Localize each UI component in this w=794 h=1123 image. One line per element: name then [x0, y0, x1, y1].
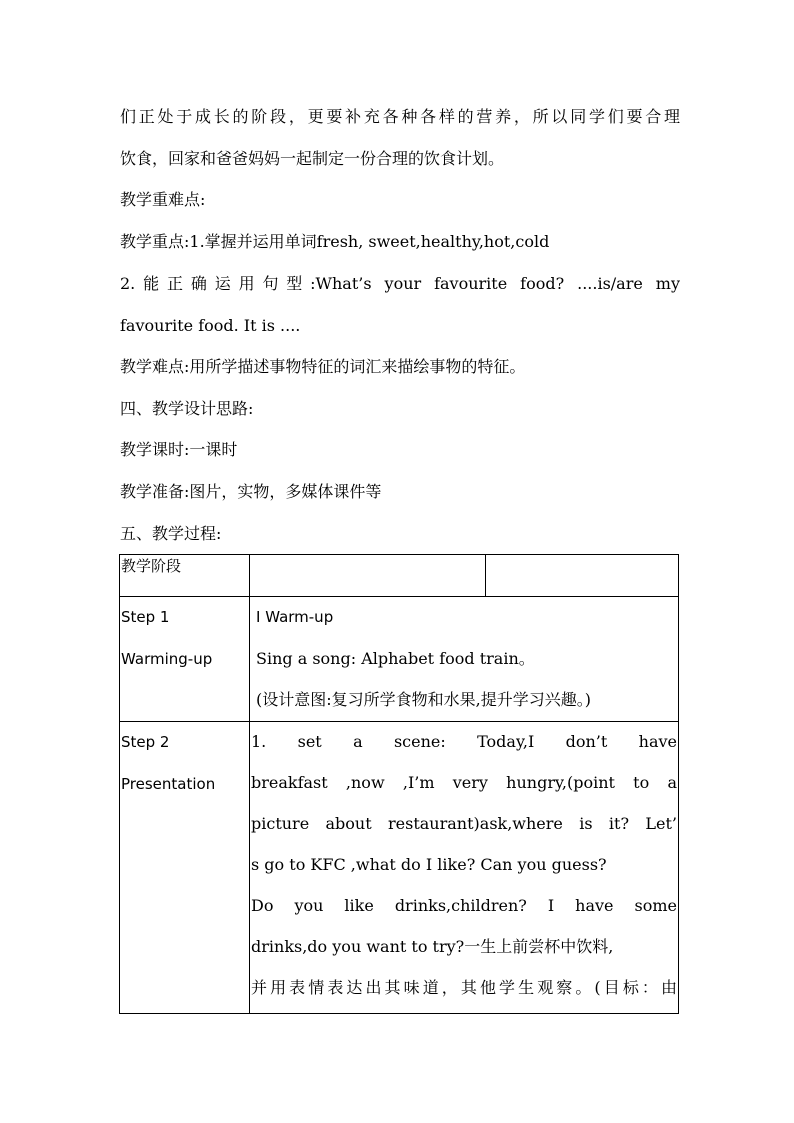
teaching-process-table — [119, 554, 679, 1014]
table-row-step1 — [120, 597, 679, 722]
paragraph-sentence-pattern: 2.能正确运用句型:What’s your favourite food? ....is/are my — [120, 274, 680, 293]
step1-label-cell — [120, 597, 250, 722]
table-header-row — [120, 555, 679, 597]
step2-content-cell — [250, 722, 679, 1014]
header-cell-3 — [486, 555, 679, 597]
step2-title: Step 2 — [121, 733, 170, 751]
step2-line-2: breakfast ,now ,I’m very hungry,(point to a — [251, 773, 677, 792]
paragraph-key-points: 教学重点:1.掌握并运用单词fresh, sweet,healthy,hot,cold — [120, 232, 550, 251]
step2-line-6: drinks,do you want to try?一生上前尝杯中饮料, — [251, 937, 614, 956]
step1-subtitle: Warming-up — [121, 650, 213, 668]
paragraph-difficulty: 教学难点:用所学描述事物特征的词汇来描绘事物的特征。 — [120, 357, 526, 376]
header-stage-cell — [120, 555, 250, 597]
paragraph-class-hours: 教学课时:一课时 — [120, 440, 238, 459]
step1-title: Step 1 — [121, 608, 170, 626]
step2-line-1: 1. set a scene: Today,I don’t have — [251, 732, 677, 751]
paragraph-preparation: 教学准备:图片，实物，多媒体课件等 — [120, 482, 382, 501]
heading-design-ideas: 四、教学设计思路: — [120, 399, 254, 418]
heading-key-difficulties: 教学重难点: — [120, 190, 206, 209]
paragraph-sentence-pattern-continued: favourite food. It is .... — [120, 316, 301, 335]
step2-line-5: Do you like drinks,children? I have some — [251, 896, 677, 915]
step1-line-2: Sing a song: Alphabet food train。 — [256, 649, 535, 668]
step2-line-3: picture about restaurant)ask,where is it? Let’ — [251, 814, 677, 833]
step2-label-cell — [120, 722, 250, 1014]
step2-subtitle: Presentation — [121, 775, 216, 793]
step2-line-4: s go to KFC ,what do I like? Can you guess? — [251, 855, 607, 874]
heading-teaching-process: 五、教学过程: — [120, 524, 222, 543]
step1-line-1: I Warm-up — [256, 608, 334, 626]
step1-content-cell — [250, 597, 679, 722]
header-stage-label: 教学阶段 — [121, 557, 182, 575]
step2-line-7: 并用表情表达出其味道，其他学生观察。(目标：由 — [251, 978, 677, 997]
paragraph-diet-plan: 饮食，回家和爸爸妈妈一起制定一份合理的饮食计划。 — [120, 149, 505, 168]
step1-line-3: (设计意图:复习所学食物和水果,提升学习兴趣。) — [256, 690, 591, 709]
header-cell-2 — [250, 555, 486, 597]
table-row-step2 — [120, 722, 679, 1014]
paragraph-nutrition-continued: 们正处于成长的阶段，更要补充各种各样的营养，所以同学们要合理 — [120, 107, 680, 126]
